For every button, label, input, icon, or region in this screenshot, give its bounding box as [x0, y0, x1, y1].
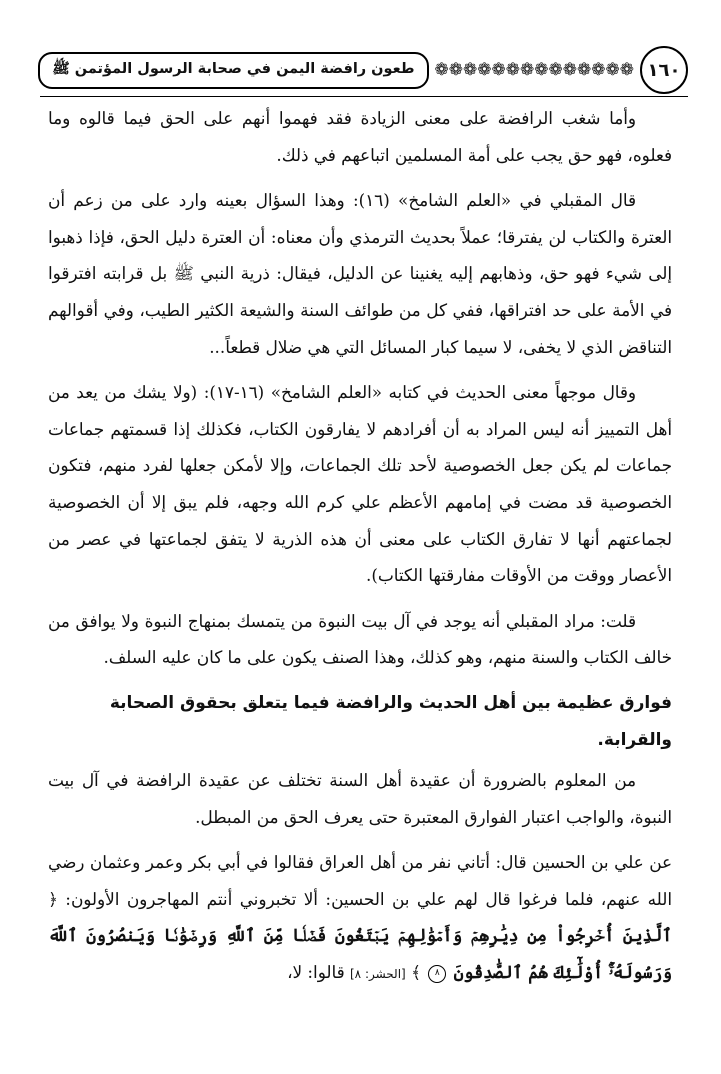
final-intro: عن علي بن الحسين قال: أتاني نفر من أهل العراق فقالوا في أبي بكر وعمر وعثمان رضي الله عنهم، فلما فرغوا قال لهم علي بن الحسين: ألا تخبروني أنتم المهاجرون الأولون: ﴿ — [48, 852, 672, 909]
closing-bracket: ﴾ — [411, 962, 421, 983]
running-title: طعون رافضة اليمن في صحابة الرسول المؤتمن ﷺ — [38, 52, 428, 89]
flower-ornament-icon: ❁ — [448, 59, 463, 80]
paragraph: وقال موجهاً معنى الحديث في كتابه «العلم الشامخ» (١٦-١٧): (ولا يشك من يعد من أهل التمييز أنه ليس المراد به أن أفرادهم لا يفارقون الكتاب، فكذلك إذا قسمتهم جماعات جماعات لم يكن جعل الخصوصية لأحد تلك الجماعات، وإلا لأمكن جعلها لفرد منهم، فتكون الخصوصية قد مضت في إمامهم الأعظم علي كرم الله وجهه، فلم يبق إلا أن الخصوصية لجماعتهم أنها لا تفارق الكتاب على معنى أن هذه الذرية لا يتفق لجماعتها في عصر من الأعصار ووقت من الأوقات مفارقتها الكتاب). — [48, 382, 672, 586]
ayah-number-marker: ٨ — [428, 965, 446, 983]
flower-ornament-icon: ❁ — [534, 59, 549, 80]
flower-ornament-icon: ❁ — [505, 59, 520, 80]
paragraph: قلت: مراد المقبلي أنه يوجد في آل بيت النبوة من يتمسك بمنهاج النبوة ولا يوافق من خالف الكتاب والسنة منهم، وهو كذلك، وهذا الصنف يكون على ما كان عليه السلف. — [48, 610, 672, 668]
flower-ornament-icon: ❁ — [434, 59, 449, 80]
paragraph: من المعلوم بالضرورة أن عقيدة أهل السنة تختلف عن عقيدة الرافضة في آل بيت النبوة، والواجب اعتبار الفوارق المعتبرة حتى يعرف الحق من المبطل. — [48, 770, 672, 827]
paragraph: قال المقبلي في «العلم الشامخ» (١٦): وهذا السؤال بعينه وارد على من زعم أن العترة والكتاب لن يفترقا؛ عملاً بحديث الترمذي وأن معناه: أن العترة دليل الحق، فإذا ذهبوا إلى شيء فهو حق، وذهابهم إليه يغنينا عن الدليل، فيقال: ذرية النبي ﷺ بل قرابته افترقوا في الأمة على حد افتراقها، ففي كل من طوائف السنة والشيعة الكثير الطيب، وفي أقوالهم التناقض الذي لا يخفى، لا سيما كبار المسائل التي هي ضلال قطعاً... — [48, 190, 672, 357]
flower-ornament-icon: ❁ — [591, 59, 606, 80]
flower-ornament-icon: ❁ — [548, 59, 563, 80]
flower-ornament-icon: ❁ — [562, 59, 577, 80]
section-heading: فوارق عظيمة بين أهل الحديث والرافضة فيما يتعلق بحقوق الصحابة والقرابة. — [109, 692, 672, 750]
quran-verse: ٱلَّذِينَ أُخۡرِجُواْ مِن دِيَٰرِهِمۡ وَأَمۡوَٰلِهِمۡ يَبۡتَغُونَ فَضۡلٗا مِّنَ ٱللَّهِ وَرِضۡوَٰنٗا وَيَنصُرُونَ ٱللَّهَ وَرَسُولَهُۥٓۚ أُوْلَٰٓئِكَ هُمُ ٱلصَّٰدِقُونَ — [48, 925, 672, 983]
paragraph: وأما شغب الرافضة على معنى الزيادة فقد فهموا أنهم على الحق فيما قالوه وما فعلوه، فهو حق يجب على أمة المسلمين اتباعهم في ذلك. — [48, 108, 672, 165]
flower-ornament-icon: ❁ — [577, 59, 592, 80]
flower-ornament-icon: ❁ — [491, 59, 506, 80]
final-paragraph — [48, 844, 672, 992]
page-body — [48, 100, 672, 1002]
page-number: ١٦٠ — [640, 46, 688, 94]
flower-ornament-icon: ❁ — [619, 59, 634, 80]
ornament-row — [429, 59, 641, 80]
final-tail: قالوا: لا، — [287, 962, 345, 983]
verse-reference: [الحشر: ٨] — [349, 967, 406, 982]
page-header — [40, 46, 688, 94]
flower-ornament-icon: ❁ — [605, 59, 620, 80]
flower-ornament-icon: ❁ — [520, 59, 535, 80]
flower-ornament-icon: ❁ — [477, 59, 492, 80]
flower-ornament-icon: ❁ — [463, 59, 478, 80]
header-rule — [40, 96, 688, 97]
